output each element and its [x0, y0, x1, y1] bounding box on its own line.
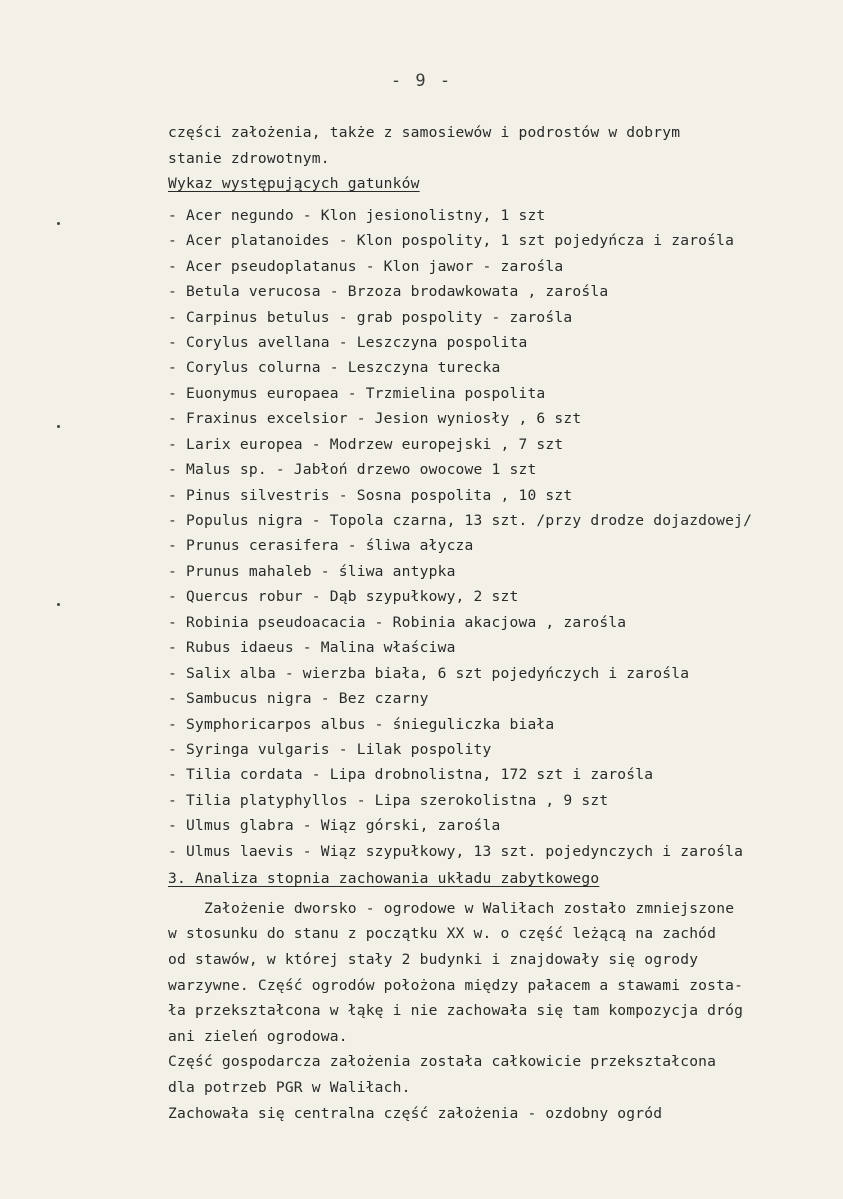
species-item: - Rubus idaeus - Malina właściwa — [168, 639, 456, 657]
species-item: - Syringa vulgaris - Lilak pospolity — [168, 740, 492, 758]
species-item: - Carpinus betulus - grab pospolity - zarośla — [168, 308, 573, 326]
section-body — [168, 896, 828, 1126]
species-item: - Symphoricarpos albus - śnieguliczka biała — [168, 715, 555, 733]
paragraph-line: Zachowała się centralna część założenia - ozdobny ogród — [168, 1104, 663, 1122]
margin-dot — [57, 425, 60, 428]
species-item: - Salix alba - wierzba biała, 6 szt pojedyńczych i zarośla — [168, 664, 690, 682]
species-item: - Tilia cordata - Lipa drobnolistna, 172 szt i zarośla — [168, 766, 654, 784]
paragraph-line: Część gospodarcza założenia została całkowicie przekształcona — [168, 1053, 717, 1071]
species-item: - Prunus cerasifera - śliwa ałycza — [168, 537, 474, 555]
paragraph-line: w stosunku do stanu z początku XX w. o część leżącą na zachód — [168, 925, 717, 943]
species-item: - Betula verucosa - Brzoza brodawkowata , zarośla — [168, 283, 609, 301]
paragraph-line: Założenie dworsko - ogrodowe w Waliłach zostało zmniejszone — [204, 899, 735, 917]
species-item: - Tilia platyphyllos - Lipa szerokolistna , 9 szt — [168, 791, 609, 809]
species-item: - Ulmus laevis - Wiąz szypułkowy, 13 szt. pojedynczych i zarośla — [168, 842, 744, 860]
species-item: - Acer pseudoplatanus - Klon jawor - zarośla — [168, 257, 564, 275]
margin-dot — [57, 603, 60, 606]
species-item: - Larix europea - Modrzew europejski , 7 szt — [168, 435, 564, 453]
species-heading: Wykaz występujących gatunków — [168, 175, 420, 193]
species-item: - Corylus colurna - Leszczyna turecka — [168, 359, 501, 377]
paragraph-line: dla potrzeb PGR w Waliłach. — [168, 1078, 411, 1096]
paragraph-line: od stawów, w której stały 2 budynki i znajdowały się ogrody — [168, 950, 699, 968]
species-item: - Fraxinus excelsior - Jesion wyniosły , 6 szt — [168, 410, 582, 428]
species-item: - Ulmus glabra - Wiąz górski, zarośla — [168, 817, 501, 835]
document-body — [168, 120, 828, 1126]
species-item: - Prunus mahaleb - śliwa antypka — [168, 562, 456, 580]
section-heading: 3. Analiza stopnia zachowania układu zabytkowego — [168, 870, 600, 888]
page-number: - 9 - — [390, 71, 453, 91]
species-item: - Euonymus europaea - Trzmielina pospolita — [168, 384, 546, 402]
species-item: - Acer platanoides - Klon pospolity, 1 szt pojedyńcza i zarośla — [168, 232, 735, 250]
species-item: - Pinus silvestris - Sosna pospolita , 10 szt — [168, 486, 573, 504]
paragraph-line: warzywne. Część ogrodów położona między pałacem a stawami zosta- — [168, 976, 744, 994]
species-item: - Sambucus nigra - Bez czarny — [168, 690, 429, 708]
intro-line: stanie zdrowotnym. — [168, 149, 330, 167]
margin-dot — [57, 222, 60, 225]
species-item: - Quercus robur - Dąb szypułkowy, 2 szt — [168, 588, 519, 606]
paragraph-line: ani zieleń ogrodowa. — [168, 1027, 348, 1045]
intro-line: części założenia, także z samosiewów i podrostów w dobrym — [168, 124, 681, 141]
species-item: - Malus sp. - Jabłoń drzewo owocowe 1 szt — [168, 461, 537, 479]
species-item: - Acer negundo - Klon jesionolistny, 1 szt — [168, 206, 546, 224]
species-list — [168, 203, 828, 864]
species-item: - Corylus avellana - Leszczyna pospolita — [168, 333, 528, 351]
paragraph-line: ła przekształcona w łąkę i nie zachowała się tam kompozycja dróg — [168, 1002, 744, 1020]
species-item: - Populus nigra - Topola czarna, 13 szt. /przy drodze dojazdowej/ — [168, 512, 753, 530]
species-item: - Robinia pseudoacacia - Robinia akacjowa , zarośla — [168, 613, 627, 631]
